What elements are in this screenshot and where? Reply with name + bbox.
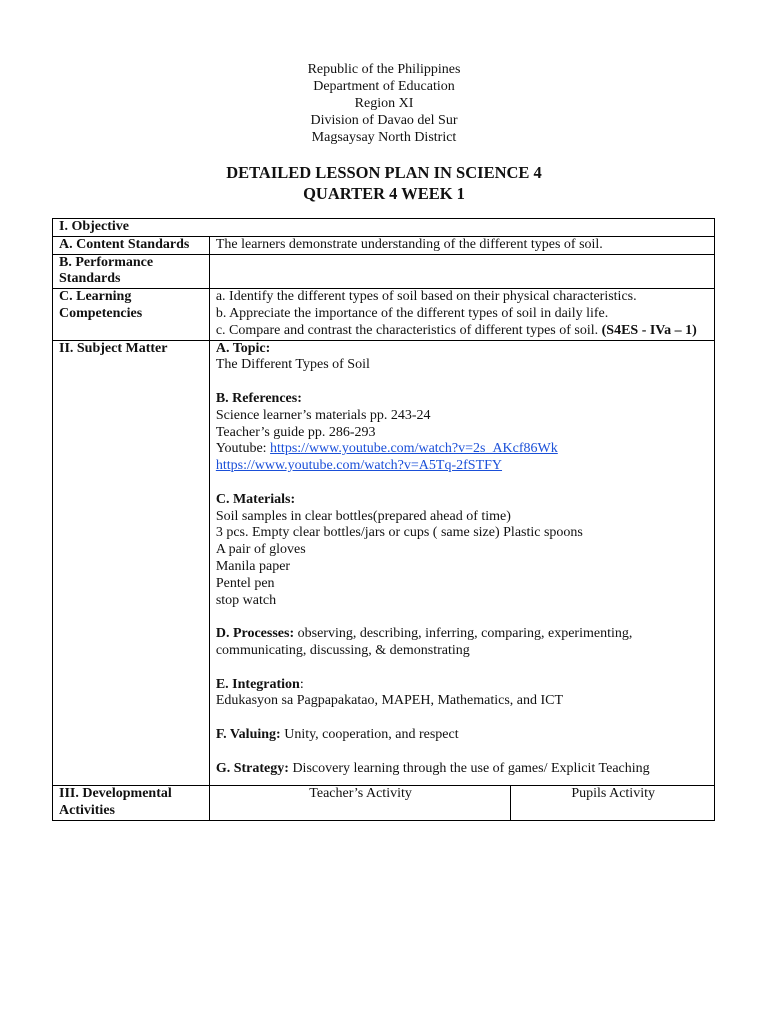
subject-matter-value <box>209 340 714 786</box>
youtube-line <box>216 441 709 458</box>
processes-text: observing, describing, inferring, comparing, experimenting, communicating, discussing, & demonstrating <box>215 626 633 658</box>
teacher-activity-header: Teacher’s Activity <box>209 786 510 821</box>
topic-text: The Different Types of Soil <box>215 357 370 373</box>
material-item: 3 pcs. Empty clear bottles/jars or cups ( same size) Plastic spoons <box>215 525 583 541</box>
performance-standards-value <box>209 254 714 289</box>
strategy <box>216 761 709 786</box>
header-line: Region XI <box>354 96 414 111</box>
competencies-label: C. Learning Competencies <box>53 289 210 340</box>
material-item: Pentel pen <box>215 575 275 591</box>
subject-matter-label: II. Subject Matter <box>53 340 210 786</box>
table-row <box>53 289 715 340</box>
integration <box>216 677 709 694</box>
header-line: Republic of the Philippines <box>307 62 461 77</box>
table-row <box>53 236 715 254</box>
valuing <box>216 727 709 744</box>
references-heading: B. References: <box>215 390 302 406</box>
youtube-label: Youtube: <box>215 441 271 457</box>
competency-code: (S4ES - IVa – 1) <box>601 322 697 338</box>
processes <box>216 626 709 660</box>
competency-item: b. Appreciate the importance of the different types of soil in daily life. <box>215 305 609 321</box>
competency-item <box>216 323 709 340</box>
performance-standards-label: B. Performance Standards <box>53 254 210 289</box>
integration-text: Edukasyon sa Pagpapakatao, MAPEH, Mathematics, and ICT <box>215 693 564 709</box>
header-line: Division of Davao del Sur <box>310 113 458 128</box>
pupils-activity-header: Pupils Activity <box>511 786 715 821</box>
document-header <box>0 61 768 146</box>
competencies-value <box>209 289 714 340</box>
material-item: stop watch <box>215 592 277 608</box>
strategy-heading: G. Strategy: <box>215 760 289 776</box>
strategy-text: Discovery learning through the use of games/ Explicit Teaching <box>288 760 650 776</box>
valuing-heading: F. Valuing: <box>215 726 281 742</box>
table-row <box>53 786 715 821</box>
table-row <box>53 254 715 289</box>
material-item: A pair of gloves <box>215 542 306 558</box>
title-line-2: QUARTER 4 WEEK 1 <box>303 184 465 203</box>
integration-colon: : <box>299 676 304 692</box>
developmental-label: III. Developmental Activities <box>53 786 210 821</box>
processes-heading: D. Processes: <box>215 626 295 642</box>
document-title <box>0 162 768 204</box>
material-item: Manila paper <box>215 558 291 574</box>
content-standards-value: The learners demonstrate understanding of the different types of soil. <box>209 236 714 254</box>
title-line-1: DETAILED LESSON PLAN IN SCIENCE 4 <box>226 163 542 182</box>
integration-heading: E. Integration <box>215 676 300 692</box>
table-row <box>53 219 715 237</box>
header-line: Department of Education <box>313 79 455 94</box>
valuing-text: Unity, cooperation, and respect <box>280 726 459 742</box>
youtube-link-1[interactable]: https://www.youtube.com/watch?v=2s_AKcf86Wk <box>270 441 558 457</box>
table-row <box>53 340 715 786</box>
objective-heading: I. Objective <box>53 219 715 237</box>
content-standards-label: A. Content Standards <box>53 236 210 254</box>
youtube-link-2[interactable]: https://www.youtube.com/watch?v=A5Tq-2fSTFY <box>215 458 503 474</box>
lesson-plan-table <box>52 218 715 821</box>
reference-item: Teacher’s guide pp. 286-293 <box>215 424 376 440</box>
reference-item: Science learner’s materials pp. 243-24 <box>215 407 431 423</box>
materials-heading: C. Materials: <box>215 491 296 507</box>
competency-item: a. Identify the different types of soil based on their physical characteristics. <box>215 289 637 305</box>
material-item: Soil samples in clear bottles(prepared ahead of time) <box>215 508 511 524</box>
topic-heading: A. Topic: <box>215 340 271 356</box>
competency-text: c. Compare and contrast the characteristics of different types of soil. <box>215 322 602 338</box>
header-line: Magsaysay North District <box>311 130 457 145</box>
